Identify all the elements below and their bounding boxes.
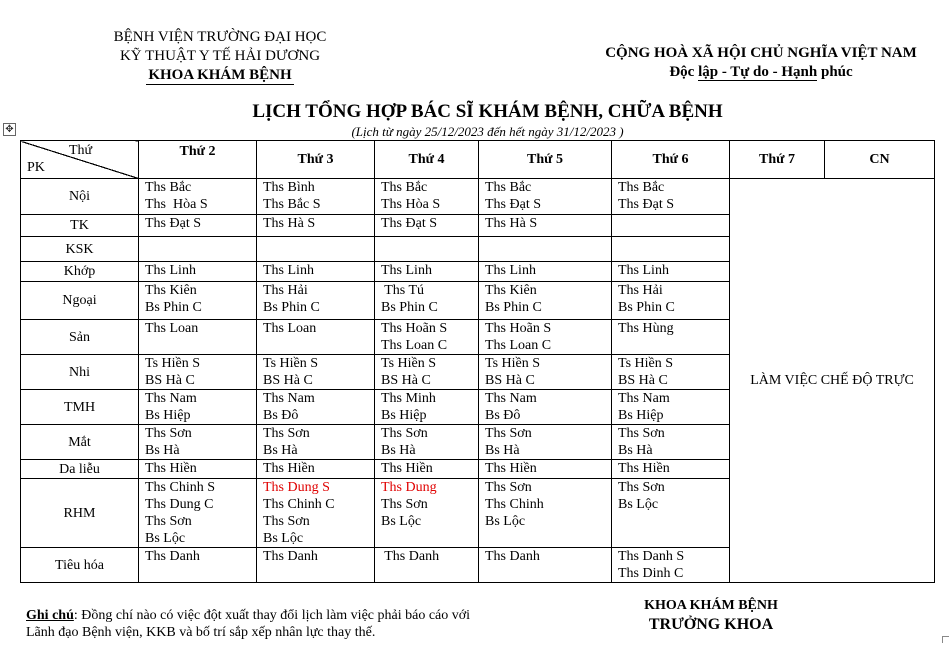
schedule-cell bbox=[375, 355, 479, 390]
schedule-cell bbox=[257, 548, 375, 583]
doctor-entry: Ths Hùng bbox=[618, 321, 674, 336]
doctor-entry: Bs Phin C bbox=[485, 300, 542, 315]
doctor-entry: Ths Bắc bbox=[145, 180, 192, 195]
schedule-cell bbox=[375, 390, 479, 425]
schedule-cell bbox=[375, 262, 479, 282]
schedule-cell bbox=[375, 548, 479, 583]
doctor-entry: Ths Sơn bbox=[485, 480, 532, 495]
doctor-entry: Ths Hà S bbox=[485, 216, 538, 231]
motto-part-3: phúc bbox=[817, 64, 853, 80]
doctor-entry: Ths Chinh bbox=[485, 497, 544, 512]
corner-clinic-label: PK bbox=[27, 160, 45, 175]
doctor-entry: Ths Bắc bbox=[618, 180, 665, 195]
doctor-entry: Ths Nam bbox=[145, 391, 197, 406]
day-header: Thứ 3 bbox=[257, 141, 375, 179]
schedule-table bbox=[20, 140, 935, 583]
doctor-entry: Ths Bắc bbox=[485, 180, 532, 195]
table-corner-cell bbox=[21, 141, 139, 179]
schedule-cell bbox=[375, 215, 479, 237]
doctor-entry: Ths Hải bbox=[618, 283, 663, 298]
schedule-cell bbox=[375, 425, 479, 460]
schedule-cell bbox=[139, 460, 257, 479]
doctor-entry: Bs Đô bbox=[263, 408, 299, 423]
schedule-cell bbox=[139, 262, 257, 282]
day-header: Thứ 5 bbox=[479, 141, 612, 179]
doctor-entry: Ths Hà S bbox=[263, 216, 316, 231]
department-name: KHOA KHÁM BỆNH bbox=[148, 67, 292, 83]
schedule-cell bbox=[257, 479, 375, 548]
doctor-entry: Ths Hiền bbox=[145, 461, 197, 476]
doctor-entry: Ths Linh bbox=[485, 263, 536, 278]
note-text: : Đồng chí nào có việc đột xuất thay đổi lịch làm việc phải báo cáo với Lãnh đạo Bệnh viện, KKB và bố trí sắp xếp nhân lực thay thế. bbox=[26, 608, 471, 640]
schedule-cell bbox=[375, 460, 479, 479]
clinic-name: Da liễu bbox=[21, 460, 139, 479]
doctor-entry: Ths Danh bbox=[263, 549, 318, 564]
schedule-cell bbox=[479, 479, 612, 548]
motto-part-1: Độc bbox=[669, 64, 699, 80]
doctor-entry: Bs Phin C bbox=[618, 300, 675, 315]
day-header: CN bbox=[825, 141, 935, 179]
schedule-cell bbox=[612, 479, 730, 548]
doctor-entry: Ths Bắc bbox=[381, 180, 428, 195]
doctor-entry: Ths Sơn bbox=[381, 497, 428, 512]
doctor-entry: Ths Kiên bbox=[485, 283, 537, 298]
doctor-entry: Ths Chinh S bbox=[145, 480, 216, 495]
day-header: Thứ 6 bbox=[612, 141, 730, 179]
national-motto bbox=[600, 63, 922, 82]
doctor-entry: Bs Lộc bbox=[263, 531, 304, 546]
motto-part-2: lập - Tự do - Hạnh bbox=[698, 64, 818, 80]
hospital-name-line2: KỸ THUẬT Y TẾ HẢI DƯƠNG bbox=[119, 48, 321, 64]
doctor-entry: Ths Dung C bbox=[145, 497, 214, 512]
hospital-header bbox=[100, 28, 340, 85]
schedule-cell bbox=[612, 215, 730, 237]
clinic-name: TMH bbox=[21, 390, 139, 425]
schedule-cell bbox=[257, 179, 375, 215]
doctor-entry: Ths Đạt S bbox=[381, 216, 437, 231]
doctor-entry: Ths Hoãn S bbox=[381, 321, 448, 336]
doctor-entry: Ths Hải bbox=[263, 283, 308, 298]
doctor-entry: Ths Sơn bbox=[145, 426, 192, 441]
doctor-entry: Ths Linh bbox=[618, 263, 669, 278]
signature-department: KHOA KHÁM BỆNH bbox=[644, 598, 778, 613]
schedule-cell bbox=[612, 282, 730, 320]
doctor-entry: BS Hà C bbox=[618, 373, 668, 388]
schedule-cell bbox=[257, 390, 375, 425]
doctor-entry: Ths Danh bbox=[381, 549, 440, 564]
doctor-entry: Ths Danh S bbox=[618, 549, 685, 564]
doctor-entry: Bs Hà bbox=[485, 443, 520, 458]
doctor-entry: BS Hà C bbox=[263, 373, 313, 388]
doctor-entry: Ths Loan bbox=[263, 321, 317, 336]
schedule-cell bbox=[479, 390, 612, 425]
doctor-entry: Bs Lộc bbox=[145, 531, 186, 546]
schedule-cell bbox=[612, 460, 730, 479]
schedule-cell bbox=[612, 390, 730, 425]
doctor-entry: Ths Sơn bbox=[381, 426, 428, 441]
schedule-cell bbox=[139, 237, 257, 262]
doctor-entry: Ths Nam bbox=[263, 391, 315, 406]
schedule-cell bbox=[139, 215, 257, 237]
doctor-entry: Ths Sơn bbox=[263, 426, 310, 441]
schedule-cell bbox=[139, 355, 257, 390]
doctor-entry: Bs Hiệp bbox=[618, 408, 664, 423]
doctor-entry: Ths Loan bbox=[145, 321, 199, 336]
doctor-entry: Ths Sơn bbox=[618, 426, 665, 441]
doctor-entry: Ths Kiên bbox=[145, 283, 197, 298]
doctor-entry: Ths Hòa S bbox=[381, 197, 441, 212]
clinic-name: Sản bbox=[21, 320, 139, 355]
doctor-entry: Ths Minh bbox=[381, 391, 436, 406]
schedule-cell bbox=[479, 425, 612, 460]
note-block bbox=[26, 607, 496, 641]
schedule-cell bbox=[479, 460, 612, 479]
schedule-cell bbox=[479, 215, 612, 237]
doctor-entry: Ths Tú bbox=[381, 283, 425, 298]
doctor-entry: Ths Dinh C bbox=[618, 566, 684, 581]
schedule-cell bbox=[257, 282, 375, 320]
schedule-cell bbox=[257, 215, 375, 237]
document-subtitle: (Lịch từ ngày 25/12/2023 đến hết ngày 31/12/2023 ) bbox=[351, 124, 624, 139]
doctor-entry: Ths Đạt S bbox=[618, 197, 674, 212]
schedule-cell bbox=[139, 179, 257, 215]
schedule-cell bbox=[375, 282, 479, 320]
schedule-cell bbox=[375, 237, 479, 262]
doctor-entry: Ts Hiền S bbox=[145, 356, 201, 371]
doctor-entry: Ths Dung bbox=[381, 480, 437, 495]
schedule-cell bbox=[479, 237, 612, 262]
clinic-name: TK bbox=[21, 215, 139, 237]
doctor-entry: Bs Hà bbox=[381, 443, 416, 458]
signature-role: TRƯỞNG KHOA bbox=[648, 616, 774, 633]
schedule-cell bbox=[375, 320, 479, 355]
doctor-entry: Ths Bắc S bbox=[263, 197, 321, 212]
doctor-entry: Ths Đạt S bbox=[145, 216, 201, 231]
weekend-duty-cell: LÀM VIỆC CHẾ ĐỘ TRỰC bbox=[730, 179, 935, 583]
doctor-entry: Ths Sơn bbox=[618, 480, 665, 495]
doctor-entry: Bs Phin C bbox=[145, 300, 202, 315]
clinic-name: Mắt bbox=[21, 425, 139, 460]
page-corner-mark bbox=[942, 636, 949, 643]
doctor-entry: Ths Loan C bbox=[485, 338, 552, 353]
doctor-entry: Ths Hoãn S bbox=[485, 321, 552, 336]
schedule-cell bbox=[139, 282, 257, 320]
schedule-cell bbox=[257, 355, 375, 390]
doctor-entry: Ths Hiền bbox=[618, 461, 670, 476]
doctor-entry: BS Hà C bbox=[145, 373, 195, 388]
doctor-entry: Ths Hiền bbox=[485, 461, 537, 476]
doctor-entry: Ths Sơn bbox=[263, 514, 310, 529]
doctor-entry: Bs Lộc bbox=[485, 514, 526, 529]
schedule-cell bbox=[612, 548, 730, 583]
schedule-cell bbox=[612, 355, 730, 390]
document-title: LỊCH TỔNG HỢP BÁC SĨ KHÁM BỆNH, CHỮA BỆNH bbox=[252, 101, 723, 122]
doctor-entry: Ths Dung S bbox=[263, 480, 330, 495]
schedule-cell bbox=[612, 179, 730, 215]
clinic-name: Ngoại bbox=[21, 282, 139, 320]
schedule-cell bbox=[139, 548, 257, 583]
schedule-cell bbox=[257, 460, 375, 479]
day-header: Thứ 2 bbox=[139, 141, 257, 179]
doctor-entry: Bs Hà bbox=[263, 443, 298, 458]
schedule-cell bbox=[479, 262, 612, 282]
schedule-cell bbox=[479, 282, 612, 320]
clinic-name: KSK bbox=[21, 237, 139, 262]
doctor-entry: Ths Nam bbox=[485, 391, 537, 406]
schedule-cell bbox=[139, 320, 257, 355]
doctor-entry: Bs Phin C bbox=[263, 300, 320, 315]
doctor-entry: Ths Đạt S bbox=[485, 197, 541, 212]
schedule-cell bbox=[479, 179, 612, 215]
schedule-cell bbox=[257, 262, 375, 282]
day-header: Thứ 4 bbox=[375, 141, 479, 179]
doctor-entry: Ths Linh bbox=[381, 263, 432, 278]
schedule-cell bbox=[375, 479, 479, 548]
doctor-entry: Ts Hiền S bbox=[485, 356, 541, 371]
schedule-cell bbox=[139, 479, 257, 548]
national-header bbox=[600, 44, 922, 82]
table-row bbox=[21, 179, 935, 215]
clinic-name: RHM bbox=[21, 479, 139, 548]
national-title: CỘNG HOÀ XÃ HỘI CHỦ NGHĨA VIỆT NAM bbox=[605, 45, 917, 61]
corner-day-label: Thứ bbox=[69, 143, 93, 158]
doctor-entry: BS Hà C bbox=[485, 373, 535, 388]
doctor-entry: Ths Sơn bbox=[485, 426, 532, 441]
doctor-entry: Ts Hiền S bbox=[263, 356, 319, 371]
doctor-entry: Ths Sơn bbox=[145, 514, 192, 529]
schedule-cell bbox=[612, 237, 730, 262]
schedule-cell bbox=[612, 320, 730, 355]
day-header: Thứ 7 bbox=[730, 141, 825, 179]
doctor-entry: Ths Linh bbox=[263, 263, 314, 278]
doctor-entry: Ts Hiền S bbox=[381, 356, 437, 371]
doctor-entry: Bs Đô bbox=[485, 408, 521, 423]
schedule-cell bbox=[139, 390, 257, 425]
doctor-entry: Ths Linh bbox=[145, 263, 196, 278]
doctor-entry: Ths Danh bbox=[485, 549, 540, 564]
table-move-handle-icon[interactable]: ✥ bbox=[3, 123, 16, 136]
schedule-cell bbox=[612, 262, 730, 282]
schedule-cell bbox=[139, 425, 257, 460]
schedule-cell bbox=[479, 355, 612, 390]
doctor-entry: Bs Hà bbox=[145, 443, 180, 458]
schedule-cell bbox=[257, 237, 375, 262]
doctor-entry: BS Hà C bbox=[381, 373, 431, 388]
clinic-name: Nhi bbox=[21, 355, 139, 390]
doctor-entry: Ths Danh bbox=[145, 549, 200, 564]
doctor-entry: Ths Nam bbox=[618, 391, 670, 406]
doctor-entry: Ths Hiền bbox=[263, 461, 315, 476]
doctor-entry: Bs Hiệp bbox=[145, 408, 191, 423]
schedule-cell bbox=[479, 320, 612, 355]
doctor-entry: Ths Loan C bbox=[381, 338, 448, 353]
doctor-entry: Bs Hiệp bbox=[381, 408, 427, 423]
doctor-entry: Bs Phin C bbox=[381, 300, 438, 315]
doctor-entry: Ths Hiền bbox=[381, 461, 433, 476]
doctor-entry: Ths Chinh C bbox=[263, 497, 335, 512]
signature-block bbox=[600, 597, 822, 635]
hospital-name-line1: BỆNH VIỆN TRƯỜNG ĐẠI HỌC bbox=[113, 29, 327, 45]
clinic-name: Tiêu hóa bbox=[21, 548, 139, 583]
schedule-cell bbox=[479, 548, 612, 583]
doctor-entry: Ts Hiền S bbox=[618, 356, 674, 371]
clinic-name: Nội bbox=[21, 179, 139, 215]
clinic-name: Khớp bbox=[21, 262, 139, 282]
schedule-cell bbox=[375, 179, 479, 215]
doctor-entry: Ths Bình bbox=[263, 180, 315, 195]
doctor-entry: Bs Hà bbox=[618, 443, 653, 458]
doctor-entry: Ths Hòa S bbox=[145, 197, 208, 212]
schedule-cell bbox=[612, 425, 730, 460]
doctor-entry: Bs Lộc bbox=[381, 514, 422, 529]
schedule-cell bbox=[257, 320, 375, 355]
schedule-cell bbox=[257, 425, 375, 460]
note-label: Ghi chú bbox=[26, 608, 74, 623]
doctor-entry: Bs Lộc bbox=[618, 497, 659, 512]
